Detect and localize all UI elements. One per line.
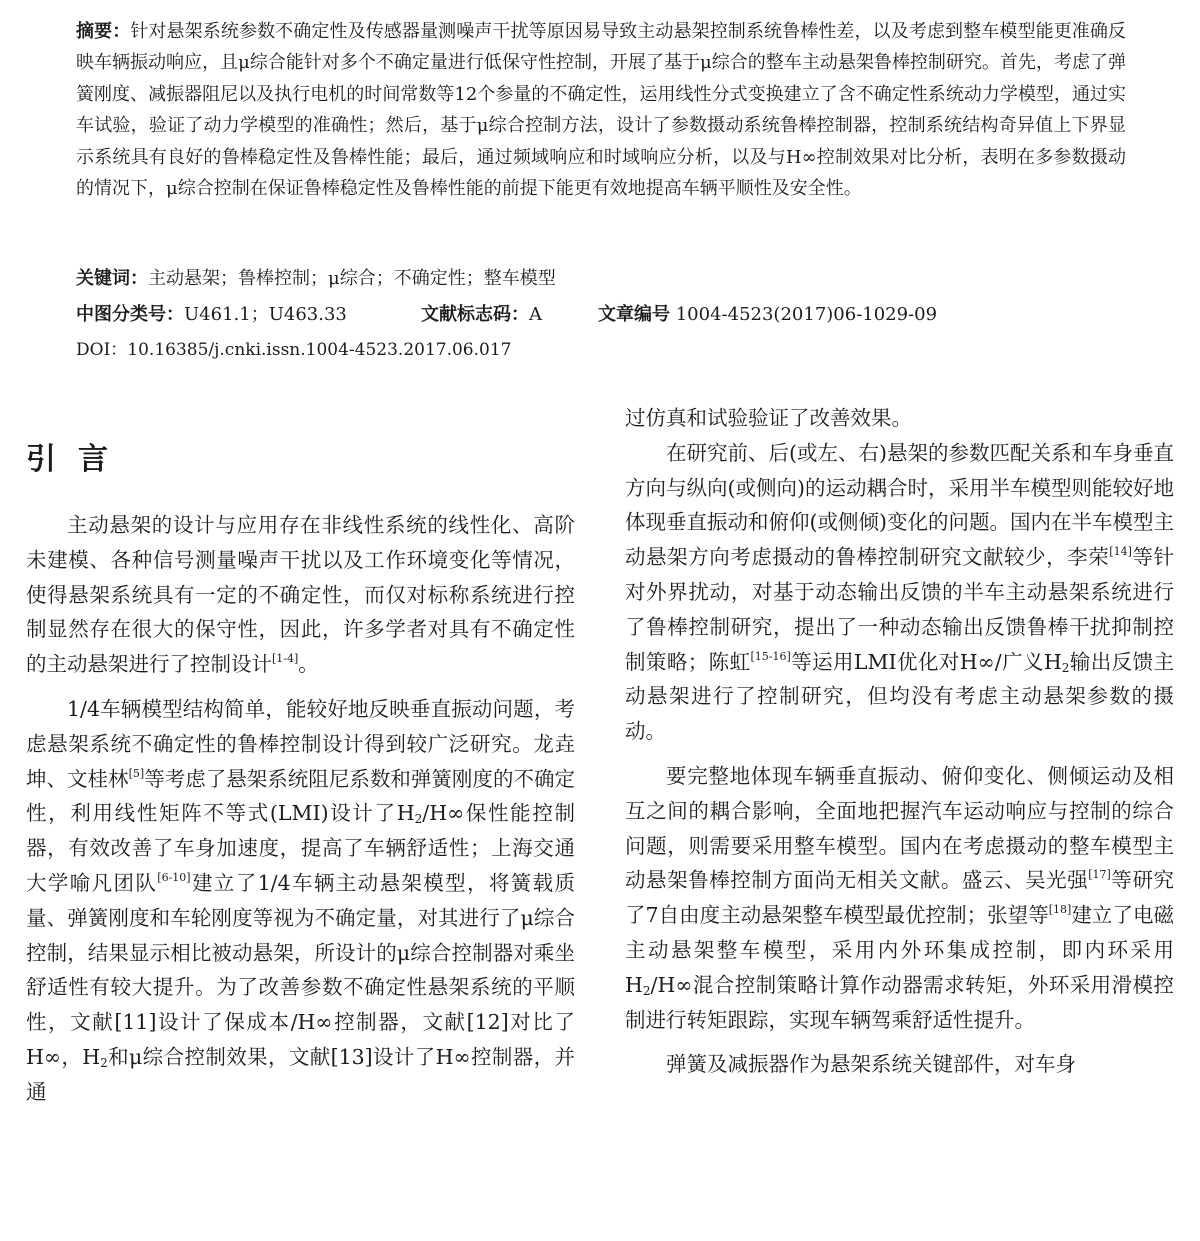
citation[interactable]: [6-10] bbox=[157, 870, 191, 884]
citation[interactable]: [18] bbox=[1048, 903, 1072, 917]
subscript: 2 bbox=[414, 812, 423, 827]
doc-code-value: A bbox=[529, 304, 542, 325]
subscript: 2 bbox=[100, 1055, 108, 1070]
left-column bbox=[26, 508, 575, 1110]
citation[interactable]: [14] bbox=[1109, 545, 1132, 559]
citation[interactable]: [5] bbox=[128, 766, 145, 780]
text-run: 要完整地体现车辆垂直振动、俯仰变化、侧倾运动及相互之间的耦合影响，全面地把握汽车运动响应与控制的综合问题，则需要采用整车模型。国内在考虑摄动的整车模型主动悬架鲁棒控制方面尚无相关文献。盛云、吴光强 bbox=[625, 763, 1174, 893]
paragraph: 弹簧及减振器作为悬架系统关键部件，对车身 bbox=[666, 1052, 1076, 1077]
doi: DOI：10.16385/j.cnki.issn.1004-4523.2017.06.017 bbox=[76, 340, 512, 360]
clc-group bbox=[76, 304, 347, 325]
text-run: 建立了电磁主动悬架整车模型，采用内外环集成控制，即内环采用H bbox=[625, 903, 1175, 997]
keywords-text: 主动悬架；鲁棒控制；μ综合；不确定性；整车模型 bbox=[148, 268, 556, 289]
keywords bbox=[76, 266, 556, 292]
subscript: 2 bbox=[1061, 660, 1070, 675]
text-run: 等针对外界扰动，对基于动态输出反馈的半车主动悬架系统进行了鲁棒控制研究，提出了一种动态输出反馈鲁棒干扰抑制控制策略；陈虹 bbox=[625, 545, 1175, 674]
keywords-label: 关键词： bbox=[76, 268, 148, 289]
text-run: 等研究了7自由度主动悬架整车模型最优控制；张望等 bbox=[625, 868, 1175, 928]
text-run: 。 bbox=[298, 652, 319, 677]
citation[interactable]: [1-4] bbox=[272, 652, 299, 666]
text-run: 建立了1/4车辆主动悬架模型，将簧载质量、弹簧刚度和车轮刚度等视为不确定量，对其进行了μ综合控制，结果显示相比被动悬架，所设计的μ综合控制器对乘坐舒适性有较大提升。为了改善参数不确定性悬架系统的平顺性，文献[11]设计了保成本/H∞控制器，文献[12]对比了H∞，H bbox=[26, 870, 576, 1069]
text-run: /H∞保性能控制器，有效改善了车身加速度，提高了车辆舒适性；上海交通大学喻凡团队 bbox=[26, 801, 575, 895]
right-column bbox=[625, 401, 1174, 1082]
article-number-label: 文章编号 bbox=[598, 304, 670, 325]
paragraph bbox=[26, 508, 575, 682]
text-run: 和μ综合控制效果，文献[13]设计了H∞控制器，并通 bbox=[26, 1044, 575, 1104]
text-run: 主动悬架的设计与应用存在非线性系统的线性化、高阶未建模、各种信号测量噪声干扰以及工作环境变化等情况，使得悬架系统具有一定的不确定性，而仅对标称系统进行控制显然存在很大的保守性，因此，许多学者对具有不确定性的主动悬架进行了控制设计 bbox=[26, 513, 575, 677]
abstract bbox=[76, 16, 1126, 204]
classification-line bbox=[76, 302, 1126, 328]
text-run: 输出反馈主动悬架进行了控制研究，但均没有考虑主动悬架参数的摄动。 bbox=[625, 649, 1174, 744]
article-number-group bbox=[598, 302, 937, 328]
paragraph bbox=[625, 436, 1174, 749]
abstract-text: 针对悬架系统参数不确定性及传感器量测噪声干扰等原因易导致主动悬架控制系统鲁棒性差，以及考虑到整车模型能更准确反映车辆振动响应，且μ综合能针对多个不确定量进行低保守性控制，开展了基于μ综合的整车主动悬架鲁棒控制研究。首先，考虑了弹簧刚度、减振器阻尼以及执行电机的时间常数等12个参量的不确定性，运用线性分式变换建立了含不确定性系统动力学模型，通过实车试验，验证了动力学模型的准确性；然后，基于μ综合控制方法，设计了参数摄动系统鲁棒控制器，控制系统结构奇异值上下界显示系统具有良好的鲁棒稳定性及鲁棒性能；最后，通过频域响应和时域响应分析，以及与H∞控制效果对比分析，表明在多参数摄动的情况下，μ综合控制在保证鲁棒稳定性及鲁棒性能的前提下能更有效地提高车辆平顺性及安全性。 bbox=[76, 21, 1127, 200]
paragraph bbox=[26, 692, 575, 1110]
abstract-label: 摘要： bbox=[76, 21, 131, 42]
section-heading: 引言 bbox=[26, 442, 130, 477]
text-run: /H∞混合控制策略计算作动器需求转矩，外环采用滑模控制进行转矩跟踪，实现车辆驾乘舒适性提升。 bbox=[625, 972, 1174, 1032]
clc-value: U461.1；U463.33 bbox=[184, 304, 347, 325]
clc-label: 中图分类号： bbox=[76, 304, 184, 325]
doc-code-group bbox=[421, 302, 542, 328]
citation[interactable]: [17] bbox=[1088, 868, 1111, 882]
paragraph bbox=[625, 759, 1174, 1037]
citation[interactable]: [15-16] bbox=[750, 649, 791, 663]
text-run: 等考虑了悬架系统阻尼系数和弹簧刚度的不确定性，利用线性矩阵不等式(LMI)设计了H bbox=[26, 766, 575, 826]
text-run: 在研究前、后(或左、右)悬架的参数匹配关系和车身垂直方向与纵向(或侧向)的运动耦合时，采用半车模型则能较好地体现垂直振动和俯仰(或侧倾)变化的问题。国内在半车模型主动悬架方向考虑摄动的鲁棒控制研究文献较少，李荣 bbox=[625, 440, 1174, 570]
article-number-value: 1004-4523(2017)06-1029-09 bbox=[675, 304, 938, 325]
text-run: 等运用LMI优化对H∞/广义H bbox=[790, 649, 1062, 674]
doc-code-label: 文献标志码： bbox=[421, 304, 529, 325]
subscript: 2 bbox=[642, 983, 651, 998]
paragraph: 过仿真和试验验证了改善效果。 bbox=[625, 406, 912, 430]
text-run: 1/4车辆模型结构简单，能较好地反映垂直振动问题，考虑悬架系统不确定性的鲁棒控制设计得到较广泛研究。龙垚坤、文桂林 bbox=[26, 696, 575, 791]
